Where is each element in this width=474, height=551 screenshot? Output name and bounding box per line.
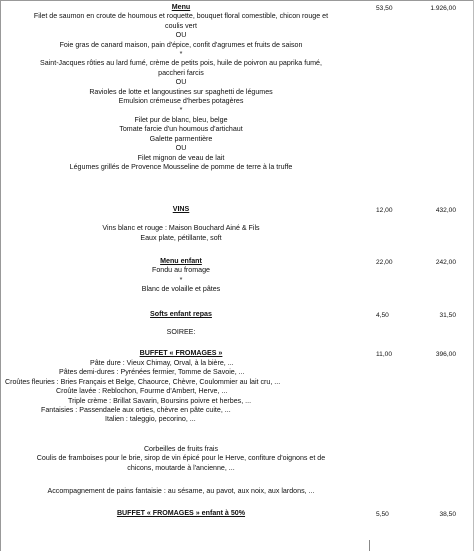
menu-enfant-price: 242,00 [435,259,456,266]
buffet-extras [0,445,362,473]
menu-line: Légumes grillés de Provence Mousseline de pomme de terre à la truffe [69,162,293,171]
menu-line: Foie gras de canard maison, pain d'épice, confit d'agrumes et fruits de saison [59,40,303,49]
menu-enfant-qty: 22,00 [376,259,393,266]
vins-qty: 12,00 [376,207,393,214]
cheese-list [4,359,364,425]
cheese-category: Croûte lavée : Reblochon, Fourme d'Ambert, Herve, ... [56,387,228,396]
buffet-enfant-title: BUFFET « FROMAGES » enfant à 50% [116,509,246,517]
soiree-description [0,328,362,337]
buffet-title: BUFFET « FROMAGES » [139,349,223,357]
vins-line: Eaux plate, pétillante, soft [140,233,222,242]
softs-description [0,310,362,319]
menu-line: * [179,50,183,59]
vins-title: VINS [172,205,190,213]
menu-line: Filet pur de blanc, bleu, belge [134,115,228,124]
buffet-accompagnement [0,487,362,496]
buffet-extra-line: chicons, moutarde à l'ancienne, ... [127,463,235,472]
menu-line: * [179,106,183,115]
menu-enfant-line: Blanc de volaille et pâtes [141,285,221,294]
cheese-category: Fantaisies : Passendaele aux orties, chèvre en pâte cuite, ... [41,406,231,415]
buffet-enfant-qty: 5,50 [376,511,389,518]
menu-line: Ravioles de lotte et langoustines sur spaghetti de légumes [89,87,273,96]
column-divider [369,540,370,551]
cheese-category: Italien : taleggio, pecorino, ... [105,415,196,424]
buffet-enfant-price: 38,50 [439,511,456,518]
menu-title: Menu [171,3,191,11]
cheese-category: Pâte dure : Vieux Chimay, Orval, à la bière, ... [90,359,234,367]
vins-line: Vins blanc et rouge : Maison Bouchard Ainé & Fils [102,224,260,233]
buffet-qty: 11,00 [376,351,393,358]
buffet-enfant-description [0,509,362,518]
menu-line: Tomate farcie d'un houmous d'artichaut [119,125,243,134]
softs-price: 31,50 [439,312,456,319]
soiree-label: SOIREE: [166,328,196,336]
page-border-top [0,0,474,1]
softs-qty: 4,50 [376,312,389,319]
cheese-category: Pâtes demi-dures : Pyrénées fermier, Tomme de Savoie, ... [59,368,245,377]
menu-qty: 53,50 [376,5,393,12]
cheese-category: Triple crème : Brillat Savarin, Boursins poivre et herbes, ... [68,396,252,405]
menu-line: Filet de saumon en croute de houmous et roquette, bouquet floral comestible, chicon rouge et [33,12,329,21]
softs-title: Softs enfant repas [150,310,212,318]
menu-line: Saint-Jacques rôties au lard fumé, crème de petits pois, huile de poivron au paprika fumé, [40,59,322,68]
buffet-extra-line: Coulis de framboises pour le brie, sirop de vin épicé pour le Herve, confiture d'oignons et de [36,454,326,463]
menu-enfant-description [0,257,362,295]
menu-line: OU [175,144,187,153]
buffet-extra-line: Corbeilles de fruits frais [143,445,219,453]
menu-line: OU [175,78,187,87]
vins-price: 432,00 [435,207,456,214]
menu-description [0,3,362,172]
menu-enfant-line: * [179,275,183,284]
menu-line: OU [175,31,187,40]
accompagnement-line: Accompagnement de pains fantaisie : au sésame, au pavot, aux noix, aux lardons, ... [47,487,315,495]
menu-line: coulis vert [165,21,197,30]
buffet-title-row [0,349,362,358]
cheese-category: Croûtes fleuries : Bries Français et Belge, Chaource, Chèvre, Coulommier au lait cru, ... [5,377,281,386]
menu-line: Emulsion crémeuse d'herbes potagères [118,97,244,106]
buffet-price: 396,00 [435,351,456,358]
menu-enfant-line: Fondu au fromage [152,266,210,275]
menu-line: paccheri farcis [158,68,204,77]
menu-line: Galette parmentière [149,134,213,143]
menu-price: 1.926,00 [430,5,456,12]
menu-line: Filet mignon de veau de lait [137,153,225,162]
menu-enfant-title: Menu enfant [160,257,202,265]
spacer [0,214,362,224]
vins-description [0,205,362,243]
